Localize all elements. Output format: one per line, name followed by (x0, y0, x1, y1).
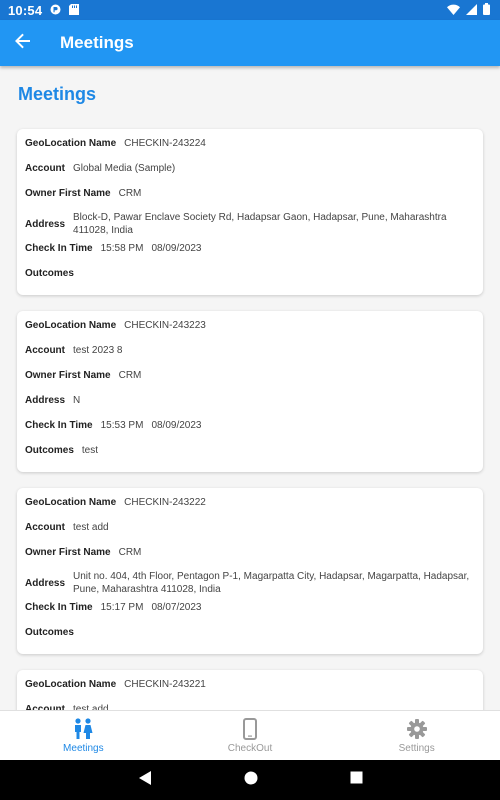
account-row (25, 343, 475, 368)
notification-icon (50, 3, 61, 18)
nav-checkout[interactable] (167, 711, 334, 760)
outcomes-label: Outcomes (25, 627, 74, 638)
gear-icon (407, 717, 427, 741)
geolocation-value: CHECKIN-243223 (124, 320, 206, 331)
account-value: Global Media (Sample) (73, 163, 176, 174)
geolocation-value: CHECKIN-243224 (124, 138, 206, 149)
phone-icon (243, 717, 257, 741)
owner-value: CRM (118, 188, 142, 199)
outcomes-label: Outcomes (25, 268, 74, 279)
geolocation-value: CHECKIN-243221 (124, 679, 206, 690)
home-circle-icon[interactable] (244, 771, 258, 790)
back-triangle-icon[interactable] (138, 770, 152, 791)
arrow-back-icon (15, 33, 31, 54)
geolocation-row (25, 318, 475, 343)
meeting-cards (17, 129, 483, 772)
checkin-row (25, 241, 475, 266)
checkin-label: Check In Time (25, 602, 93, 613)
owner-label: Owner First Name (25, 370, 111, 381)
account-row (25, 161, 475, 186)
address-row (25, 393, 475, 418)
app-bar (0, 20, 500, 66)
owner-label: Owner First Name (25, 188, 111, 199)
account-value: test 2023 8 (73, 345, 123, 356)
owner-label: Owner First Name (25, 547, 111, 558)
signal-icon (466, 3, 477, 18)
system-navigation-bar (0, 760, 500, 800)
address-row (25, 570, 475, 600)
checkin-row (25, 600, 475, 625)
address-row (25, 211, 475, 241)
battery-icon (483, 3, 490, 18)
sd-card-icon (69, 3, 79, 18)
outcomes-row (25, 625, 475, 650)
geolocation-row (25, 136, 475, 161)
back-button[interactable] (0, 20, 46, 66)
checkin-label: Check In Time (25, 420, 93, 431)
account-value: test add (73, 522, 109, 533)
outcomes-value: test (81, 445, 99, 456)
bottom-navigation (0, 710, 500, 760)
owner-row (25, 545, 475, 570)
checkin-time-value: 15:17 PM (100, 602, 144, 613)
geolocation-label: GeoLocation Name (25, 320, 117, 331)
geolocation-value: CHECKIN-243222 (124, 497, 206, 508)
owner-value: CRM (118, 547, 142, 558)
checkin-label: Check In Time (25, 243, 93, 254)
geolocation-label: GeoLocation Name (25, 679, 117, 690)
meeting-card[interactable] (17, 311, 483, 472)
nav-settings[interactable] (333, 711, 500, 760)
address-value: Block-D, Pawar Enclave Society Rd, Hadapsar Gaon, Hadapsar, Pune, Maharashtra 411028, India (73, 212, 447, 236)
geolocation-row (25, 495, 475, 520)
address-value: Unit no. 404, 4th Floor, Pentagon P-1, Magarpatta City, Hadapsar, Magarpatta, Hadapsar, Pune, Maharashtra 411028, India (73, 571, 470, 595)
checkin-date-value: 08/09/2023 (151, 420, 202, 431)
people-icon (73, 717, 93, 741)
account-label: Account (25, 345, 65, 356)
checkin-time-value: 15:53 PM (100, 420, 144, 431)
app-bar-title: Meetings (60, 33, 134, 52)
address-label: Address (25, 395, 66, 406)
geolocation-label: GeoLocation Name (25, 497, 117, 508)
outcomes-row (25, 266, 475, 291)
page-title: Meetings (18, 84, 97, 104)
owner-value: CRM (118, 370, 142, 381)
owner-row (25, 368, 475, 393)
address-label: Address (25, 577, 66, 589)
account-label: Account (25, 522, 65, 533)
recents-square-icon[interactable] (350, 771, 363, 789)
geolocation-row (25, 677, 475, 702)
address-value: N (73, 395, 81, 406)
checkin-time-value: 15:58 PM (100, 243, 144, 254)
checkin-date-value: 08/07/2023 (151, 602, 202, 613)
meeting-card[interactable] (17, 488, 483, 654)
status-bar (0, 0, 500, 20)
owner-row (25, 186, 475, 211)
meeting-card[interactable] (17, 129, 483, 295)
geolocation-label: GeoLocation Name (25, 138, 117, 149)
checkin-row (25, 418, 475, 443)
address-label: Address (25, 218, 66, 230)
wifi-icon (447, 3, 460, 18)
checkin-date-value: 08/09/2023 (151, 243, 202, 254)
nav-settings-label: Settings (398, 743, 435, 754)
nav-meetings-label: Meetings (63, 743, 104, 754)
account-label: Account (25, 163, 65, 174)
outcomes-row (25, 443, 475, 468)
nav-meetings[interactable] (0, 711, 167, 760)
meetings-list-area[interactable] (0, 66, 500, 710)
account-row (25, 520, 475, 545)
nav-checkout-label: CheckOut (227, 743, 273, 754)
outcomes-label: Outcomes (25, 445, 74, 456)
status-time: 10:54 (8, 2, 43, 18)
